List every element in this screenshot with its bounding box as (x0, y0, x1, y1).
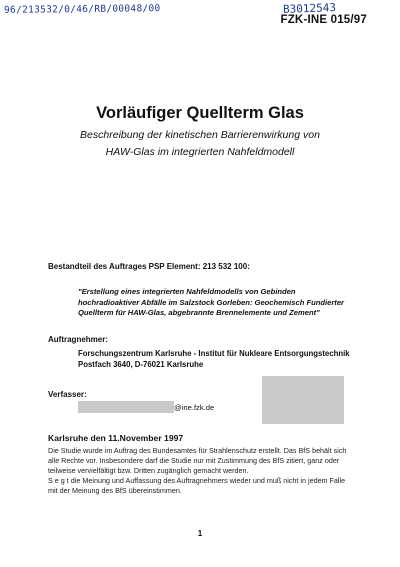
disclaimer-line: teilweise vervielfältigt bzw. Dritten zugänglich gemacht werden. (48, 465, 249, 475)
report-number: FZK-INE 015/97 (280, 14, 367, 26)
redacted-block (262, 376, 344, 424)
document-title: Vorläufiger Quellterm Glas (96, 104, 304, 122)
quote-line: hochradioaktiver Abfälle im Salzstock Gorleben: Geochemisch Fundierter (78, 297, 344, 307)
contract-quote (78, 287, 378, 319)
contractor-label: Auftragnehmer: (48, 335, 109, 344)
contractor-line: Postfach 3640, D-76021 Karlsruhe (78, 359, 204, 369)
disclaimer-line: mit der Meinung des BfS übereinstimmen. (48, 485, 182, 495)
contractor-address (78, 349, 378, 370)
handwritten-archive-code: 96/213532/0/46/RB/00048/00 (3, 3, 161, 16)
redacted-author-email (78, 401, 174, 413)
subtitle-line: Beschreibung der kinetischen Barrierenwirkung von (80, 129, 320, 141)
disclaimer-line: S e g t die Meinung und Auffassung des Auftragnehmers wieder und muß nicht in jedem Falle (48, 475, 346, 485)
quote-line: Quellterm für HAW-Glas, abgebrannte Brennelemente und Zement" (78, 308, 320, 318)
subtitle-line: HAW-Glas im integrierten Nahfeldmodell (105, 146, 295, 158)
page-number: 1 (197, 529, 203, 538)
disclaimer-line: Die Studie wurde im Auftrag des Bundesamtes für Strahlenschutz erstellt. Das BfS behält sich (48, 446, 347, 455)
contractor-line: Forschungszentrum Karlsruhe - Institut für Nukleare Entsorgungstechnik (78, 349, 350, 358)
disclaimer-line: alle Rechte vor. Insbesondere darf die Studie nur mit Zustimmung des BfS zitiert, ganz oder (48, 455, 340, 465)
handwritten-reference: B3012543 (282, 1, 337, 16)
quote-line: "Erstellung eines integrierten Nahfeldmodells von Gebinden (78, 287, 296, 296)
disclaimer (48, 446, 386, 496)
document-subtitle (40, 127, 360, 161)
author-email-domain: @ine.fzk.de (174, 403, 215, 412)
contract-label: Bestandteil des Auftrages PSP Element: 213 532 100: (48, 262, 250, 271)
place-and-date: Karlsruhe den 11.November 1997 (48, 433, 184, 443)
authors-label: Verfasser: (48, 390, 87, 399)
